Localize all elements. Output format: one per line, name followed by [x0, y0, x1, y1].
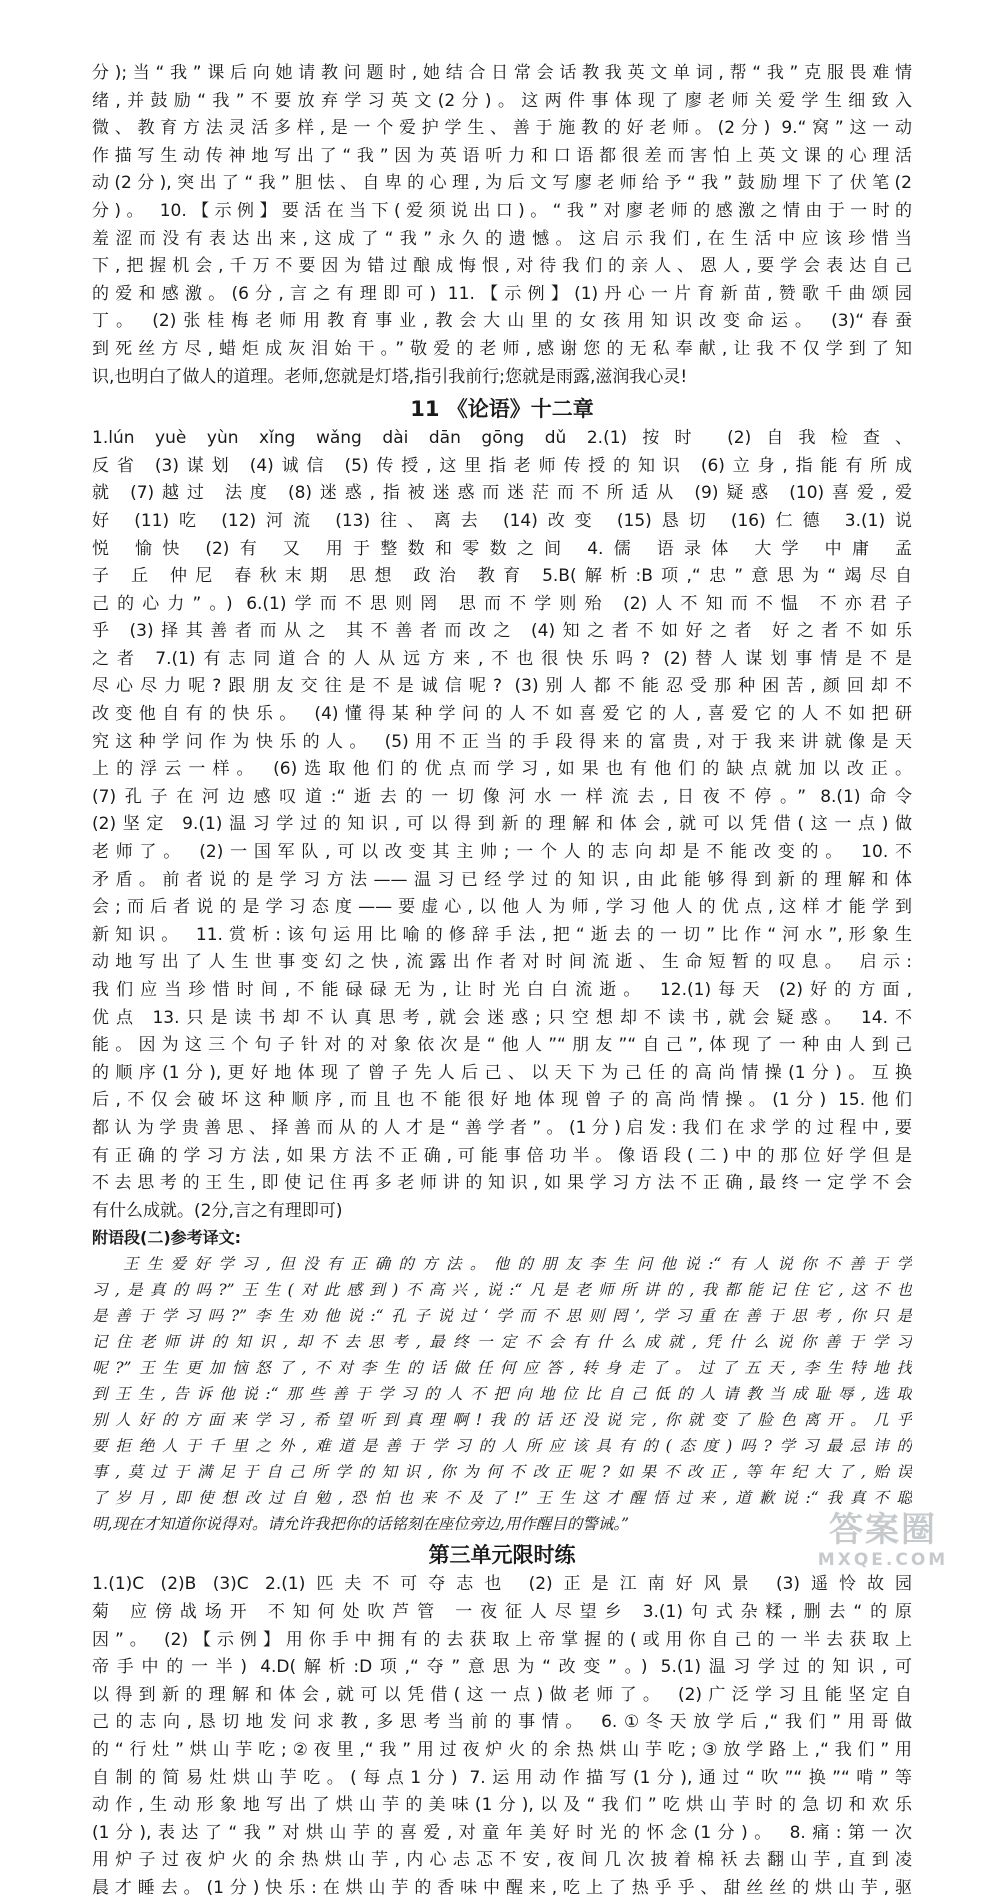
text-line: 改变他自有的快乐。 (4)懂得某种学问的人不如喜爱它的人,喜爱它的人不如把研: [92, 704, 912, 725]
text-line: 己的心力”。) 6.(1)学而不思则罔 思而不学则殆 (2)人不知而不愠 不亦君子: [92, 593, 912, 614]
text-line: 的爱和感激。(6分,言之有理即可) 11.【示例】(1)丹心一片育新苗,赞歌千曲颂园: [92, 283, 912, 304]
text-line: 下,把握机会,千万不要因为错过酿成悔恨,对待我们的亲人、恩人,要学会表达自己: [92, 256, 912, 277]
text-line: 以得到新的理解和体会,就可以凭借(这一点)做老师了。 (2)广泛学习且能坚定自: [92, 1684, 912, 1705]
unit3-answers: [92, 1571, 912, 1902]
text-line: 有正确的学习方法,如果方法不正确,可能事倍功半。像语段(二)中的那位好学但是: [92, 1145, 912, 1166]
text-line: 微、教育方法灵活多样,是一个爱护学生、善于施教的好老师。(2分) 9.“窝”这一动: [92, 118, 912, 139]
text-line: 分)。 10.【示例】要活在当下(爱须说出口)。“我”对廖老师的感激之情由于一时的: [92, 200, 912, 221]
text-line: 都认为学贵善思、择善而从的人才是“善学者”。(1分)启发:我们在求学的过程中,要: [92, 1117, 912, 1138]
text-line: 羞涩而没有表达出来,这成了“我”永久的遗憾。这启示我们,在生活中应该珍惜当: [92, 228, 912, 249]
text-line: 老师了。 (2)一国军队,可以改变其主帅;一个人的志向却是不能改变的。 10.不: [92, 842, 912, 863]
appendix-translation: [92, 1251, 912, 1537]
translation-line: 明,现在才知道你说得对。请允许我把你的话铭刻在座位旁边,用作醒目的警诫。”: [92, 1515, 630, 1534]
text-line: 识,也明白了做人的道理。老师,您就是灯塔,指引我前行;您就是雨露,滋润我心灵!: [92, 366, 688, 387]
text-line: 子 丘 仲尼 春秋末期 思想 政治 教育 5.B(解析:B项,“忠”意思为“竭尽自: [92, 566, 912, 587]
translation-line: 王生爱好学习,但没有正确的方法。他的朋友李生问他说:“有人说你不善于学: [123, 1255, 912, 1274]
text-line: 乎 (3)择其善者而从之 其不善者而改之 (4)知之者不如好之者 好之者不如乐: [92, 621, 912, 642]
text-line: 反省 (3)谋划 (4)诚信 (5)传授,这里指老师传授的知识 (6)立身,指能有所成: [92, 455, 912, 476]
text-line: 我们应当珍惜时间,不能碌碌无为,让时光白白流逝。 12.(1)每天 (2)好的方面,: [92, 980, 912, 1000]
text-line: 优点 13.只是读书却不认真思考,就会迷惑;只空想却不读书,就会疑惑。 14.不: [92, 1007, 912, 1028]
text-line: (7)孔子在河边感叹道:“逝去的一切像河水一样流去,日夜不停。” 8.(1)命令: [92, 786, 912, 807]
text-line: 丁。 (2)张桂梅老师用教育事业,教会大山里的女孩用知识改变命运。 (3)“春蚕: [92, 311, 912, 332]
text-line: 到死丝方尽,蜡炬成灰泪始干。”敬爱的老师,感谢您的无私奉献,让我不仅学到了知: [92, 338, 912, 359]
text-line: 作描写生动传神地写出了“我”因为英语听力和口语都很差而害怕上英文课的心理活: [92, 145, 912, 166]
text-line: 后,不仅会破坏这种顺序,而且也不能很好地体现曾子的高尚情操。(1分) 15.他们: [92, 1090, 912, 1111]
text-line: 1.(1)C (2)B (3)C 2.(1)匹夫不可夺志也 (2)正是江南好风景 (3)遥怜故园: [92, 1574, 912, 1595]
text-line: 用炉子过夜炉火的余热烘山芋,内心忐忑不安,夜间几次披着棉袄去翻山芋,直到凌: [92, 1850, 912, 1871]
translation-line: 别人好的方面来学习,希望听到真理啊!我的话还没说完,你就变了脸色离开。几乎: [92, 1411, 912, 1430]
text-line: 的顺序(1分),更好地体现了曾子先人后己、以天下为己任的高尚情操(1分)。互换: [92, 1062, 912, 1083]
text-line: 菊 应傍战场开 不知何处吹芦管 一夜征人尽望乡 3.(1)句式杂糅,删去“的原: [92, 1601, 912, 1622]
translation-line: 要拒绝人于千里之外,难道是善于学习的人所应该具有的(态度)吗?学习最忌讳的: [92, 1437, 912, 1456]
text-line: 分);当“我”课后向她请教问题时,她结合日常会话教我英文单词,帮“我”克服畏难情: [92, 63, 912, 83]
translation-line: 记住老师讲的知识,却不去思考,最终一定不会有什么成就,凭什么说你善于学习: [92, 1333, 912, 1352]
text-line: 1.lún yuè yùn xǐng wǎng dài dān gōng dǔ 2.(1)按时 (2)自我检查、: [92, 428, 912, 449]
text-line: 己的志向,恳切地发问求教,多思考当前的事情。 6.①冬天放学后,“我们”用哥做: [92, 1712, 912, 1733]
text-line: (2)坚定 9.(1)温习学过的知识,可以得到新的理解和体会,就可以凭借(这一点)做: [92, 814, 912, 835]
intro-block: [92, 60, 912, 391]
text-line: 好 (11)吃 (12)河流 (13)往、离去 (14)改变 (15)恳切 (16)仁德 3.(1)说: [92, 510, 912, 531]
text-line: 之者 7.(1)有志同道合的人从远方来,不也很快乐吗? (2)替人谋划事情是不是: [92, 648, 912, 669]
text-line: 因”。 (2)【示例】用你手中拥有的去获取上帝掌握的(或用你自己的一半去获取上: [92, 1629, 912, 1650]
text-line: 能。因为这三个句子针对的对象依次是“他人”“朋友”“自己”,体现了一种由人到己: [92, 1035, 912, 1056]
text-line: 动(2分),突出了“我”胆怯、自卑的心理,为后文写廖老师给予“我”鼓励埋下了伏笔(2: [92, 173, 912, 194]
text-line: 悦 愉快 (2)有 又 用于整数和零数之间 4.儒 语录体 大学 中庸 孟: [92, 538, 912, 559]
translation-line: 到王生,告诉他说:“那些善于学习的人不把向地位比自己低的人请教当成耻辱,选取: [92, 1385, 912, 1404]
answer-page: [92, 60, 912, 1902]
translation-line: 是善于学习吗?”李生劝他说:“孔子说过‘学而不思则罔’,学习重在善于思考,你只是: [92, 1307, 912, 1326]
text-line: 绪,并鼓励“我”不要放弃学习英文(2分)。这两件事体现了廖老师关爱学生细致入: [92, 90, 912, 111]
text-line: 矛盾。前者说的是学习方法——温习已经学过的知识,由此能够得到新的理解和体: [92, 869, 912, 890]
text-line: 有什么成就。(2分,言之有理即可): [92, 1200, 343, 1221]
section-title-lunyu: 11 《论语》十二章: [410, 397, 594, 422]
text-line: 究这种学问作为快乐的人。 (5)用不正当的手段得来的富贵,对于我来讲就像是天: [92, 731, 912, 752]
translation-line: 习,是真的吗?”王生(对此感到)不高兴,说:“凡是老师所讲的,我都能记住它,这不也: [92, 1281, 912, 1300]
text-line: 的“行灶”烘山芋吃;②夜里,“我”用过夜炉火的余热烘山芋吃;③放学路上,“我们”用: [92, 1739, 912, 1760]
text-line: 尽心尽力呢?跟朋友交往是不是诚信呢? (3)别人都不能忍受那种困苦,颜回却不: [92, 676, 912, 697]
text-line: 帝手中的一半) 4.D(解析:D项,“夺”意思为“改变”。) 5.(1)温习学过的知识,可: [92, 1657, 912, 1678]
text-line: 动地写出了人生世事变幻之快,流露出作者对时间流逝、生命短暂的叹息。 启示:: [92, 952, 912, 973]
watermark-logo: 答案圈 MXQE.COM: [817, 1510, 949, 1570]
text-line: 就 (7)越过 法度 (8)迷惑,指被迷惑而迷茫而不所适从 (9)疑惑 (10)喜爱,爱: [92, 483, 912, 504]
translation-line: 事,莫过于满足于自己所学的知识,你为何不改正呢?如果不改正,等年纪大了,贻误: [92, 1463, 912, 1482]
translation-line: 呢?”王生更加恼怒了,不对李生的话做任何应答,转身走了。过了五天,李生特地找: [92, 1359, 912, 1378]
text-line: 自制的简易灶烘山芋吃。(每点1分) 7.运用动作描写(1分),通过“吹”“换”“啃”等: [92, 1767, 912, 1788]
section-title-unit3: 第三单元限时练: [428, 1543, 576, 1568]
text-line: 动作,生动形象地写出了烘山芋的美味(1分),以及“我们”吃烘山芋时的急切和欢乐: [92, 1795, 912, 1816]
text-line: 上的浮云一样。 (6)选取他们的优点而学习,如果也有他们的缺点就加以改正。: [92, 759, 912, 780]
text-line: (1分),表达了“我”对烘山芋的喜爱,对童年美好时光的怀念(1分)。 8.痛:第一次: [92, 1822, 912, 1843]
text-line: 晨才睡去。(1分)快乐:在烘山芋的香味中醒来,吃上了热乎乎、甜丝丝的烘山芋,驱: [92, 1877, 912, 1898]
text-line: 会;而后者说的是学习态度——要虚心,以他人为师,学习他人的优点,这样才能学到: [92, 897, 912, 918]
lunyu-answers: [92, 425, 912, 1225]
text-line: 不去思考的王生,即使记住再多老师讲的知识,如果学习方法不正确,最终一定学不会: [92, 1173, 912, 1194]
translation-line: 了岁月,即使想改过自勉,恐怕也来不及了!”王生这才醒悟过来,道歉说:“我真不聪: [92, 1489, 912, 1508]
text-line: 新知识。 11.赏析:该句运用比喻的修辞手法,把“逝去的一切”比作“河水”,形象生: [92, 924, 912, 945]
appendix-title: 附语段(二)参考译文:: [92, 1228, 242, 1248]
